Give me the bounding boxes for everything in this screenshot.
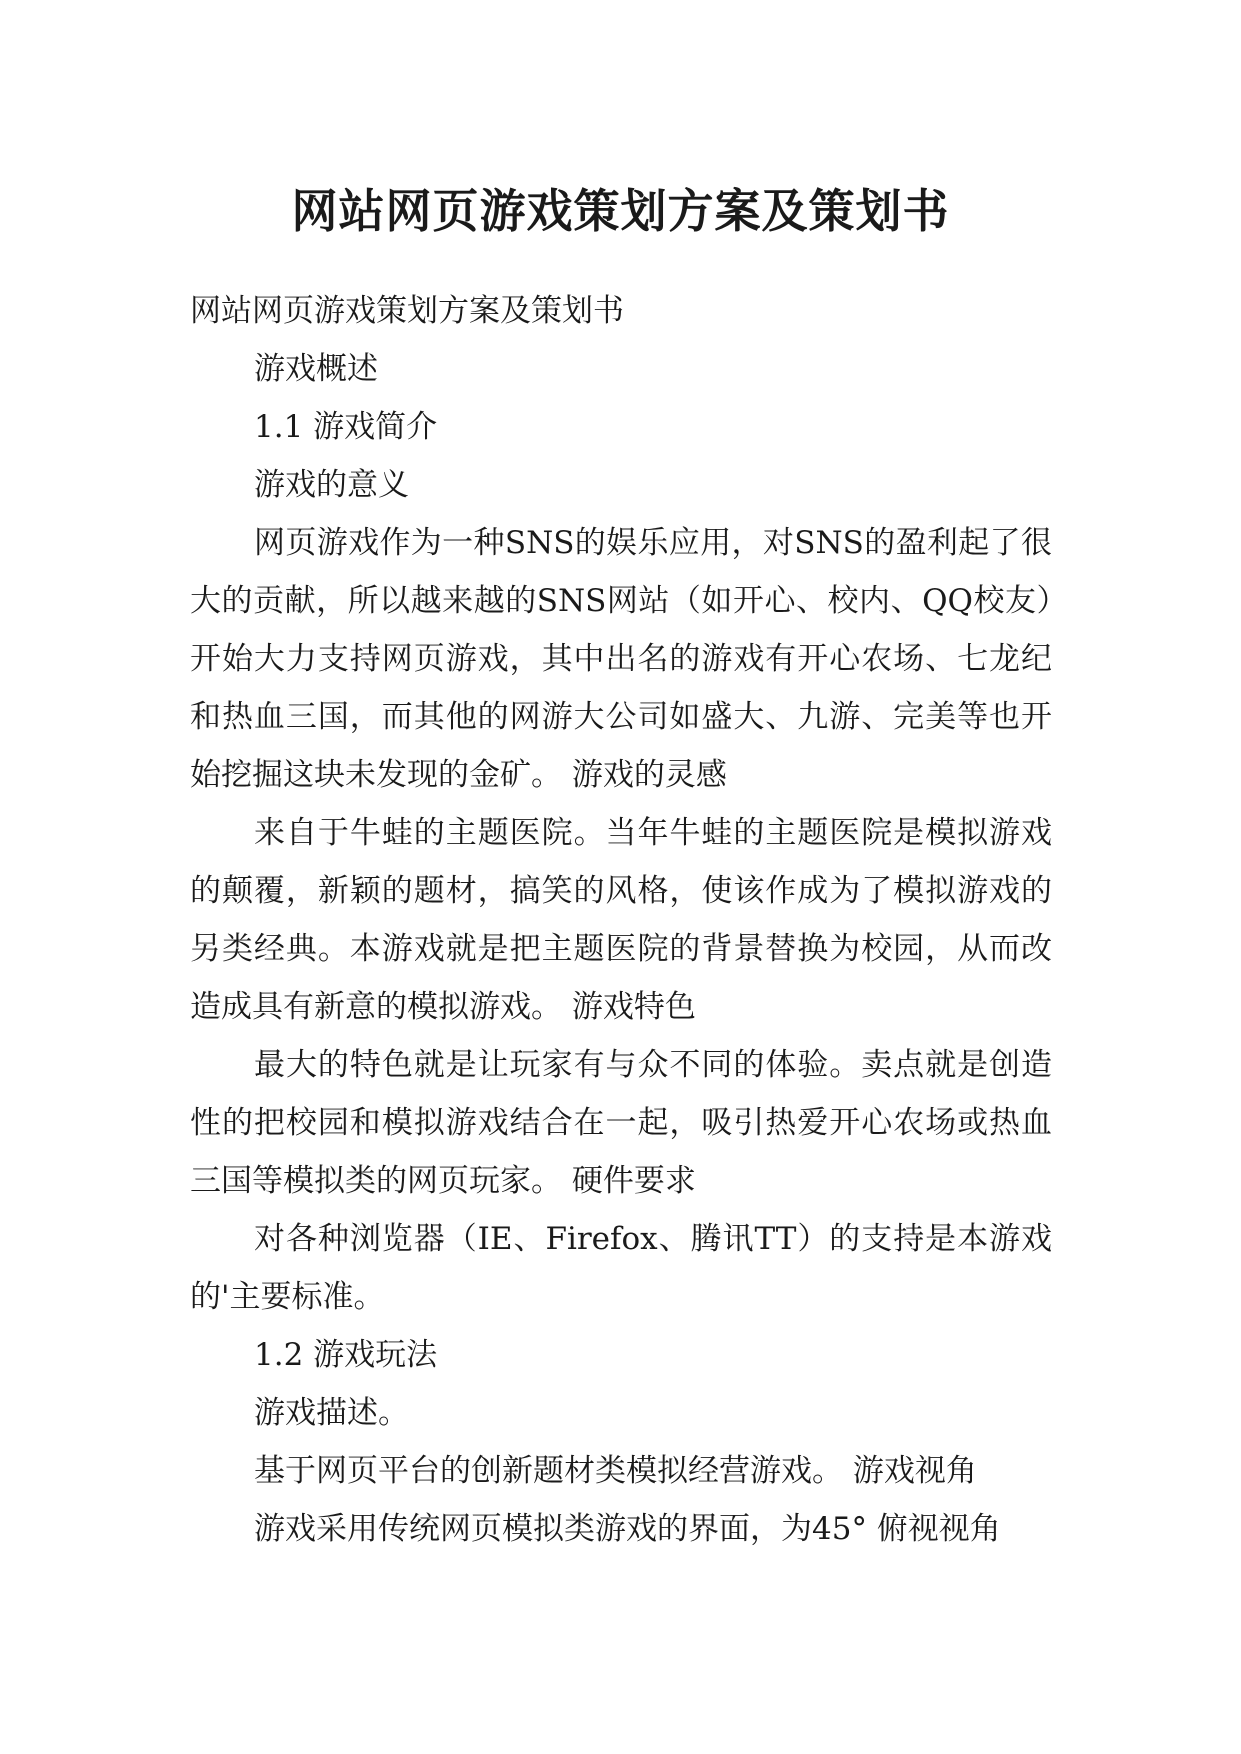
heading-1-2: 1.2 游戏玩法 <box>254 1337 438 1373</box>
heading-description: 游戏描述。 <box>254 1395 409 1431</box>
heading-significance: 游戏的意义 <box>254 467 409 503</box>
paragraph: 基于网页平台的创新题材类模拟经营游戏。 游戏视角 <box>254 1453 977 1489</box>
heading-1-1: 1.1 游戏简介 <box>254 409 438 445</box>
heading-overview: 游戏概述 <box>254 351 378 387</box>
paragraph: 对各种浏览器（IE、Firefox、腾讯TT）的支持是本游戏的'主要标准。 <box>190 1221 1052 1315</box>
document-body <box>190 282 1052 1558</box>
paragraph: 最大的特色就是让玩家有与众不同的体验。卖点就是创造性的把校园和模拟游戏结合在一起，吸引热爱开心农场或热血三国等模拟类的网页玩家。 硬件要求 <box>190 1047 1052 1199</box>
paragraph: 游戏采用传统网页模拟类游戏的界面，为45° 俯视视角 <box>254 1511 1001 1547</box>
paragraph: 网站网页游戏策划方案及策划书 <box>190 293 624 329</box>
paragraph: 来自于牛蛙的主题医院。当年牛蛙的主题医院是模拟游戏的颠覆，新颖的题材，搞笑的风格，使该作成为了模拟游戏的另类经典。本游戏就是把主题医院的背景替换为校园，从而改造成具有新意的模拟游戏。 游戏特色 <box>190 815 1052 1025</box>
document-title: 网站网页游戏策划方案及策划书 <box>291 183 950 238</box>
paragraph: 网页游戏作为一种SNS的娱乐应用，对SNS的盈利起了很大的贡献，所以越来越的SNS网站（如开心、校内、QQ校友）开始大力支持网页游戏，其中出名的游戏有开心农场、七龙纪和热血三国，而其他的网游大公司如盛大、九游、完美等也开始挖掘这块未发现的金矿。 游戏的灵感 <box>190 525 1052 793</box>
